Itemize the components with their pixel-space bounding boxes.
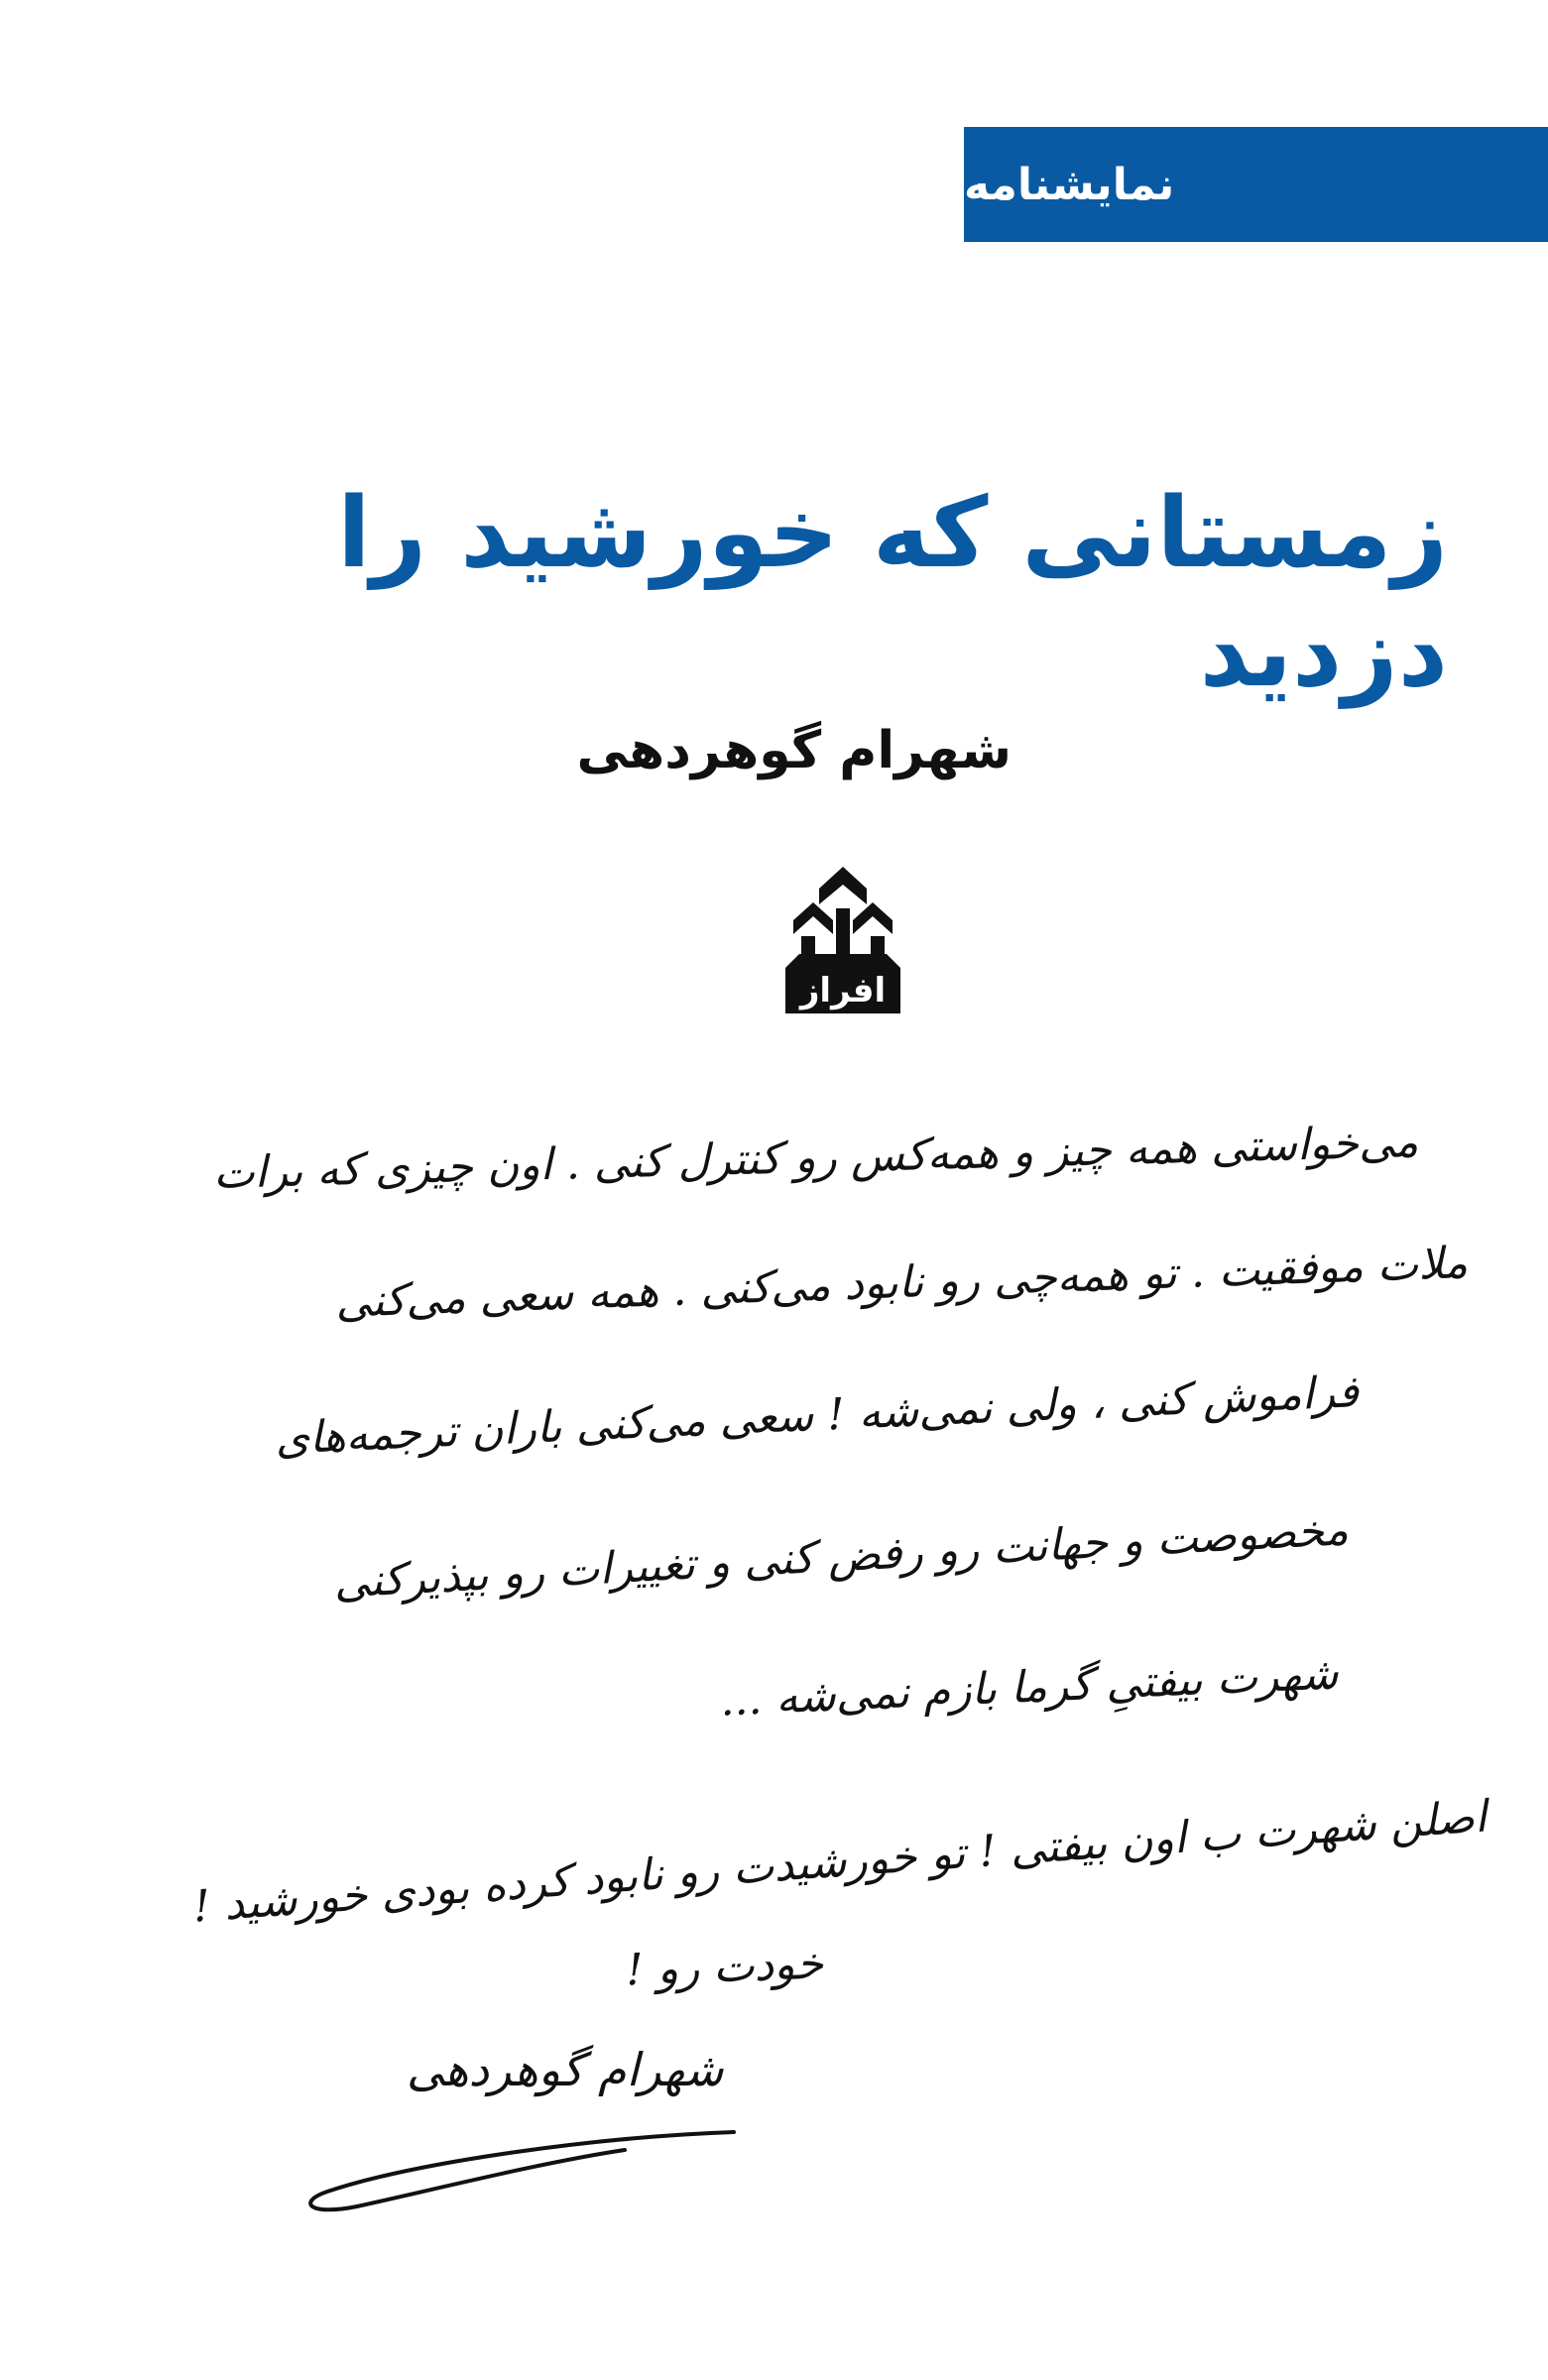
handwritten-line: خودت رو ! (625, 1938, 824, 1996)
handwritten-line: شهرت بیفتیِ گرما بازم نمی‌شه ... (719, 1648, 1340, 1726)
publisher-logo-text: افراز (799, 971, 887, 1011)
signature (298, 2043, 754, 2221)
handwritten-line: ملات موفقیت . تو همه‌چی رو نابود می‌کنی . همه سعی می‌کنی (334, 1238, 1469, 1328)
book-title: زمستانی که خورشید را دزدید (337, 477, 1448, 709)
handwritten-line: می‌خواستی همه چیز و همه‌کس رو کنترل کنی . اون چیزی که برات (212, 1117, 1419, 1199)
handwritten-line: مخصوصت و جهانت رو رفض کنی و تغییرات رو بپذیرکنی (332, 1504, 1350, 1608)
genre-banner (964, 127, 1548, 242)
signature-flourish-icon (298, 2043, 754, 2221)
author-name: شهرام گوهردهی (576, 721, 1012, 780)
handwritten-line: فراموش کنی ، ولی نمی‌شه ! سعی می‌کنی باران ترجمه‌های (273, 1367, 1360, 1465)
handwritten-line: اصلن شهرت ب اون بیفتی ! تو خورشیدت رو نابود کرده بودی خورشید ! (190, 1791, 1488, 1933)
publisher-logo-icon (779, 865, 906, 1019)
signature-text: شهرام گوهردهی (407, 2043, 724, 2096)
genre-label: نمایشنامه (964, 159, 1175, 210)
